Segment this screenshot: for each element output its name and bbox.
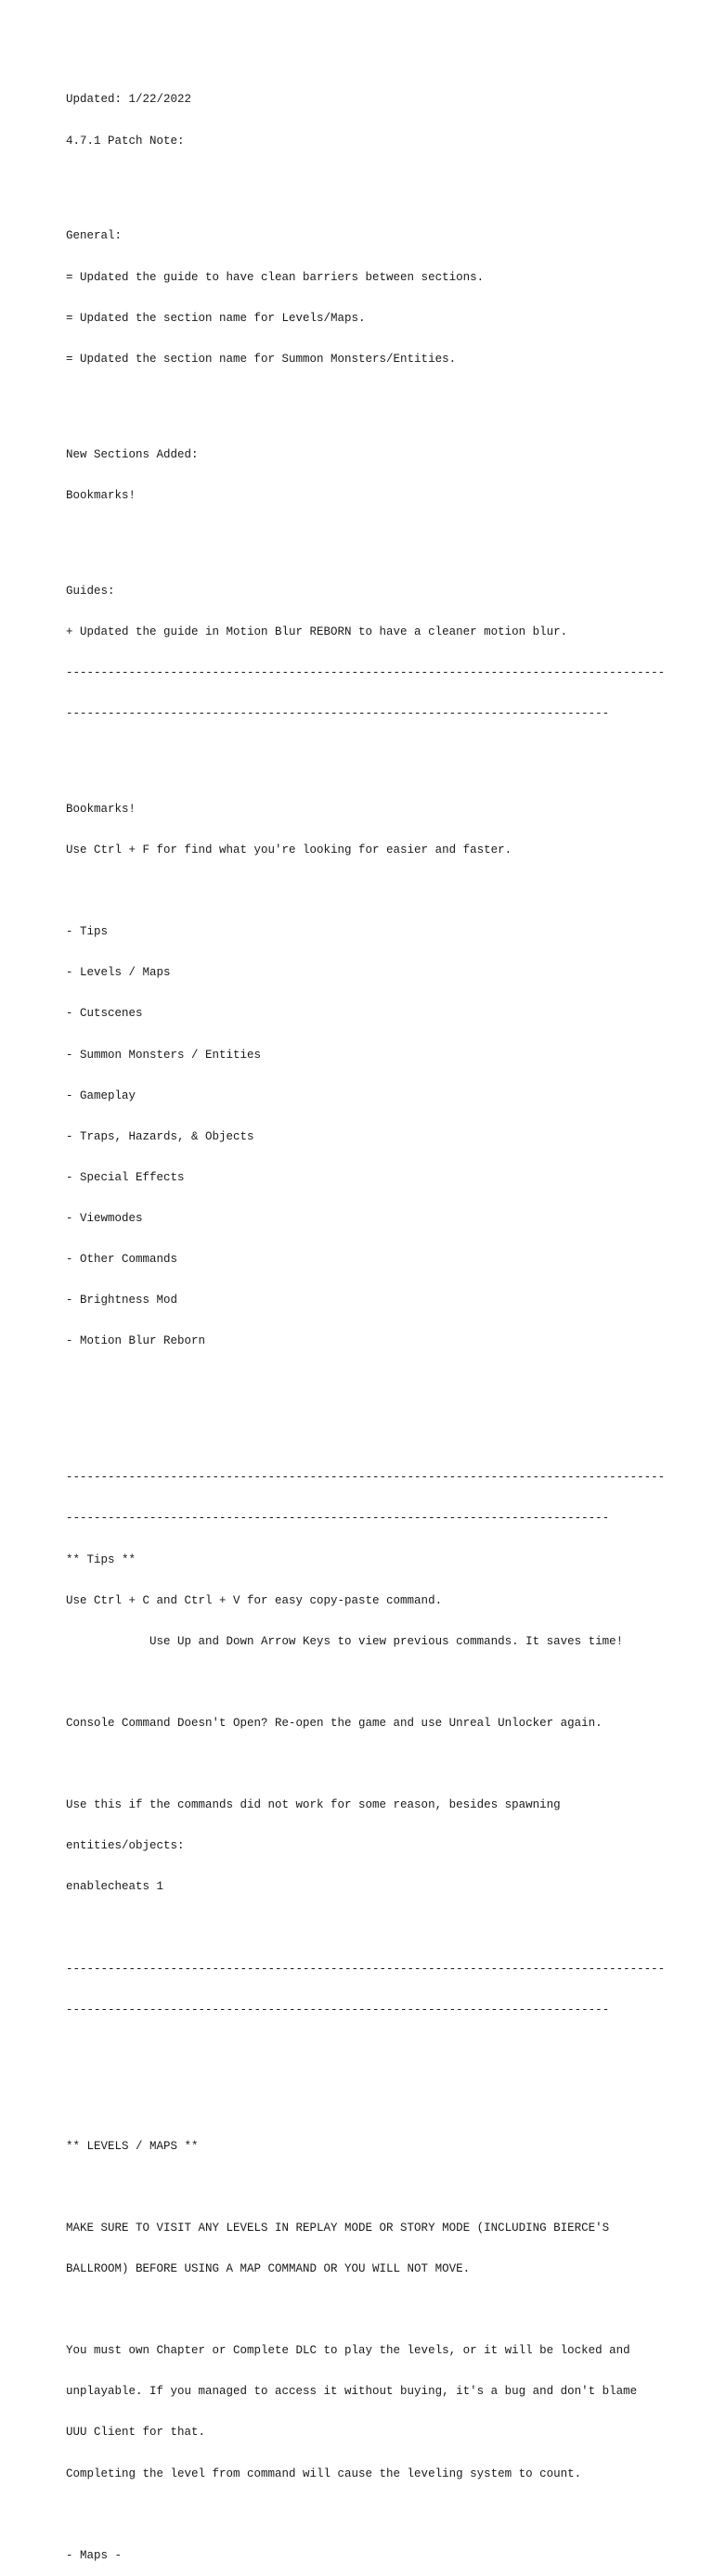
tips-cheats-text: entities/objects: xyxy=(66,1839,185,1853)
levels-dlc-note: UUU Client for that. xyxy=(66,2426,206,2440)
tips-arrow-keys: Use Up and Down Arrow Keys to view previous commands. It saves time! xyxy=(66,1634,624,1648)
bookmark-item: - Motion Blur Reborn xyxy=(66,1334,206,1348)
bookmark-item: - Other Commands xyxy=(66,1253,178,1267)
blank-line xyxy=(66,530,697,544)
tips-console: Console Command Doesn't Open? Re-open the game and use Unreal Unlocker again. xyxy=(66,1716,603,1730)
blank-line xyxy=(66,2508,697,2522)
divider-line: ------------------------------------------------------------------------------ xyxy=(66,2003,610,2016)
blank-line xyxy=(66,1375,697,1389)
divider-line: -------------------------------------------------------------------------------------- xyxy=(66,665,666,679)
blank-line xyxy=(66,393,697,407)
updated-date: Updated: 1/22/2022 xyxy=(66,93,192,107)
general-heading: General: xyxy=(66,229,123,243)
divider-line: ------------------------------------------------------------------------------ xyxy=(66,1512,610,1526)
blank-line xyxy=(66,2085,697,2099)
divider-line: -------------------------------------------------------------------------------------- xyxy=(66,1471,666,1485)
levels-warning: BALLROOM) BEFORE USING A MAP COMMAND OR YOU WILL NOT MOVE. xyxy=(66,2262,471,2275)
tips-cheats-command: enablecheats 1 xyxy=(66,1880,164,1894)
blank-line xyxy=(66,1921,697,1935)
blank-line xyxy=(66,175,697,189)
levels-dlc-note: You must own Chapter or Complete DLC to play the levels, or it will be locked and xyxy=(66,2344,630,2358)
bookmark-item: - Tips xyxy=(66,925,109,939)
bookmark-item: - Summon Monsters / Entities xyxy=(66,1048,262,1062)
bookmark-item: - Viewmodes xyxy=(66,1211,143,1225)
blank-line xyxy=(66,748,697,762)
document-body xyxy=(66,66,697,2576)
general-item: = Updated the section name for Summon Monsters/Entities. xyxy=(66,352,457,366)
blank-line xyxy=(66,2044,697,2058)
blank-line xyxy=(66,884,697,898)
levels-heading: ** LEVELS / MAPS ** xyxy=(66,2139,199,2153)
levels-warning: MAKE SURE TO VISIT ANY LEVELS IN REPLAY MODE OR STORY MODE (INCLUDING BIERCE'S xyxy=(66,2221,610,2235)
blank-line xyxy=(66,1676,697,1690)
tips-heading: ** Tips ** xyxy=(66,1552,136,1566)
bookmark-item: - Cutscenes xyxy=(66,1007,143,1021)
tips-cheats-text: Use this if the commands did not work for some reason, besides spawning xyxy=(66,1798,561,1812)
blank-line xyxy=(66,1758,697,1771)
general-item: = Updated the section name for Levels/Maps. xyxy=(66,311,366,325)
general-item: = Updated the guide to have clean barriers between sections. xyxy=(66,270,485,284)
new-sections-heading: New Sections Added: xyxy=(66,447,199,461)
divider-line: ------------------------------------------------------------------------------ xyxy=(66,707,610,720)
blank-line xyxy=(66,2303,697,2317)
bookmark-item: - Gameplay xyxy=(66,1088,136,1102)
new-sections-item: Bookmarks! xyxy=(66,488,136,502)
bookmark-item: - Special Effects xyxy=(66,1170,185,1184)
bookmarks-intro: Use Ctrl + F for find what you're looking for easier and faster. xyxy=(66,844,512,857)
guides-heading: Guides: xyxy=(66,584,115,598)
bookmark-item: - Brightness Mod xyxy=(66,1294,178,1307)
bookmark-item: - Traps, Hazards, & Objects xyxy=(66,1129,254,1143)
guides-item: + Updated the guide in Motion Blur REBORN to have a cleaner motion blur. xyxy=(66,625,568,638)
maps-subheading: - Maps - xyxy=(66,2548,123,2562)
bookmark-item: - Levels / Maps xyxy=(66,966,171,980)
patch-note-title: 4.7.1 Patch Note: xyxy=(66,134,185,148)
levels-leveling-note: Completing the level from command will cause the leveling system to count. xyxy=(66,2467,582,2480)
divider-line: -------------------------------------------------------------------------------------- xyxy=(66,1962,666,1976)
blank-line xyxy=(66,2181,697,2195)
bookmarks-heading: Bookmarks! xyxy=(66,802,136,816)
blank-line xyxy=(66,1417,697,1431)
tips-copy-paste: Use Ctrl + C and Ctrl + V for easy copy-paste command. xyxy=(66,1593,443,1607)
levels-dlc-note: unplayable. If you managed to access it without buying, it's a bug and don't blame xyxy=(66,2385,638,2399)
